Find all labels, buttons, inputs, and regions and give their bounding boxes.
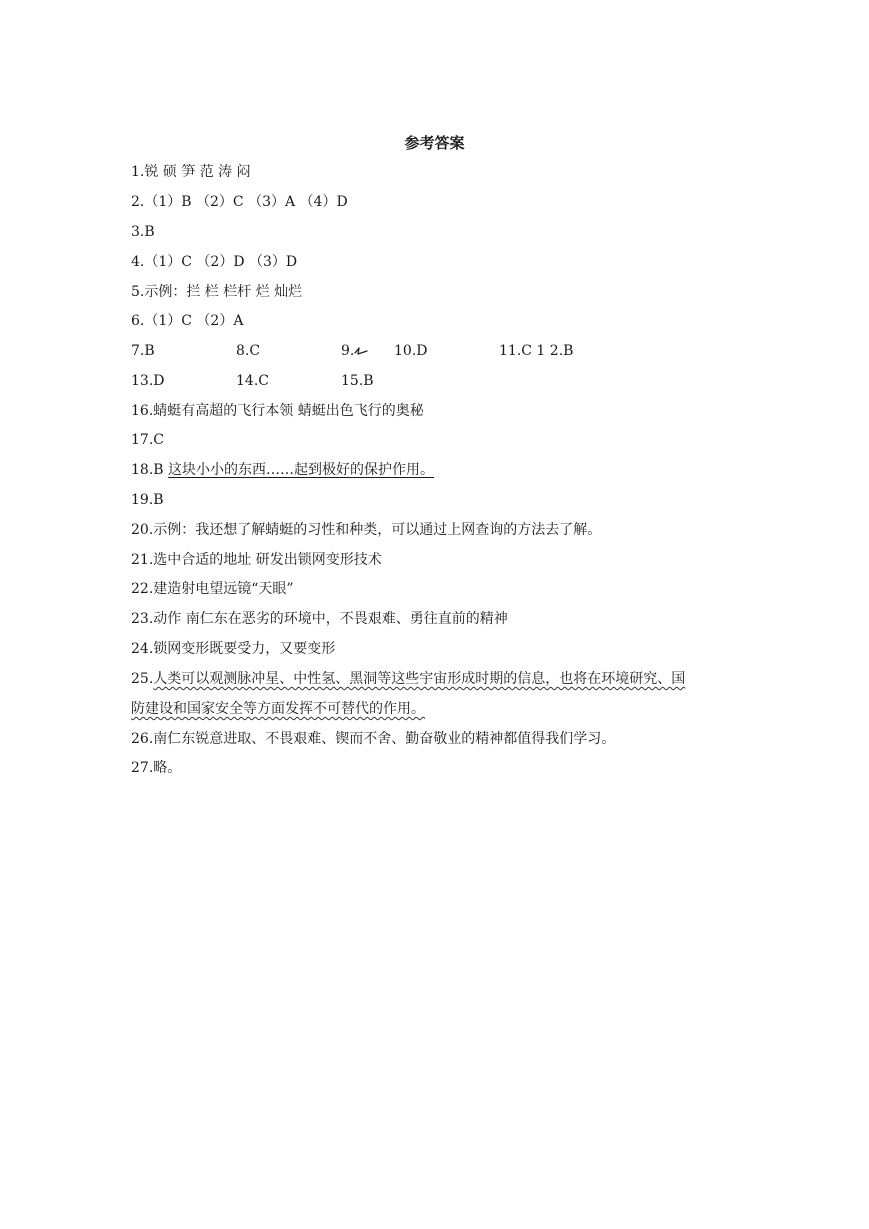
answer-25-text-line1: 人类可以观测脉冲星、中性氢、黑洞等这些宇宙形成时期的信息，也将在环境研究、国 — [153, 671, 686, 687]
answer-9-label: 9. — [341, 343, 355, 359]
answer-24: 24.锁网变形既要受力，又要变形 — [131, 641, 336, 657]
answer-6: 6.（1）C （2）A — [131, 313, 244, 329]
answer-13: 13.D — [131, 373, 165, 389]
answer-1: 1.锐 硕 笋 范 涛 闷 — [131, 164, 251, 180]
answer-18-choice: 18.B — [131, 462, 169, 478]
answer-11-12: 11.C 1 2.B — [499, 343, 574, 359]
answer-23: 23.动作 南仁东在恶劣的环境中，不畏艰难、勇往直前的精神 — [131, 611, 508, 627]
answer-2: 2.（1）B （2）C （3）A （4）D — [131, 194, 348, 210]
answer-9 — [341, 341, 368, 361]
answer-18 — [131, 460, 434, 480]
handwritten-check-icon — [354, 343, 368, 357]
answer-4: 4.（1）C （2）D （3）D — [131, 254, 298, 270]
answer-15: 15.B — [341, 373, 374, 389]
page-title: 参考答案 — [404, 134, 465, 152]
answer-25-continued — [131, 699, 425, 719]
answer-25 — [131, 669, 685, 689]
answer-14: 14.C — [236, 373, 269, 389]
answer-7: 7.B — [131, 343, 155, 359]
answer-26: 26.南仁东锐意进取、不畏艰难、锲而不舍、勤奋敬业的精神都值得我们学习。 — [131, 731, 616, 747]
answer-10: 10.D — [394, 343, 428, 359]
answer-19: 19.B — [131, 492, 164, 508]
answer-16: 16.蜻蜓有高超的飞行本领 蜻蜓出色飞行的奥秘 — [131, 403, 424, 419]
answer-21: 21.选中合适的地址 研发出锁网变形技术 — [131, 552, 382, 568]
answer-25-text-line2: 防建设和国家安全等方面发挥不可替代的作用。 — [131, 701, 425, 717]
answer-25-number: 25. — [131, 671, 154, 687]
answer-17: 17.C — [131, 432, 164, 448]
answer-8: 8.C — [236, 343, 261, 359]
answer-20: 20.示例：我还想了解蜻蜓的习性和种类，可以通过上网查询的方法去了解。 — [131, 522, 602, 538]
answer-18-quote: 这块小小的东西……起到极好的保护作用。 — [168, 462, 435, 478]
answer-5: 5.示例：拦 栏 栏杆 烂 灿烂 — [131, 284, 303, 300]
answer-27: 27.略。 — [131, 760, 182, 776]
answer-3: 3.B — [131, 224, 155, 240]
answer-22: 22.建造射电望远镜“天眼” — [131, 581, 294, 597]
